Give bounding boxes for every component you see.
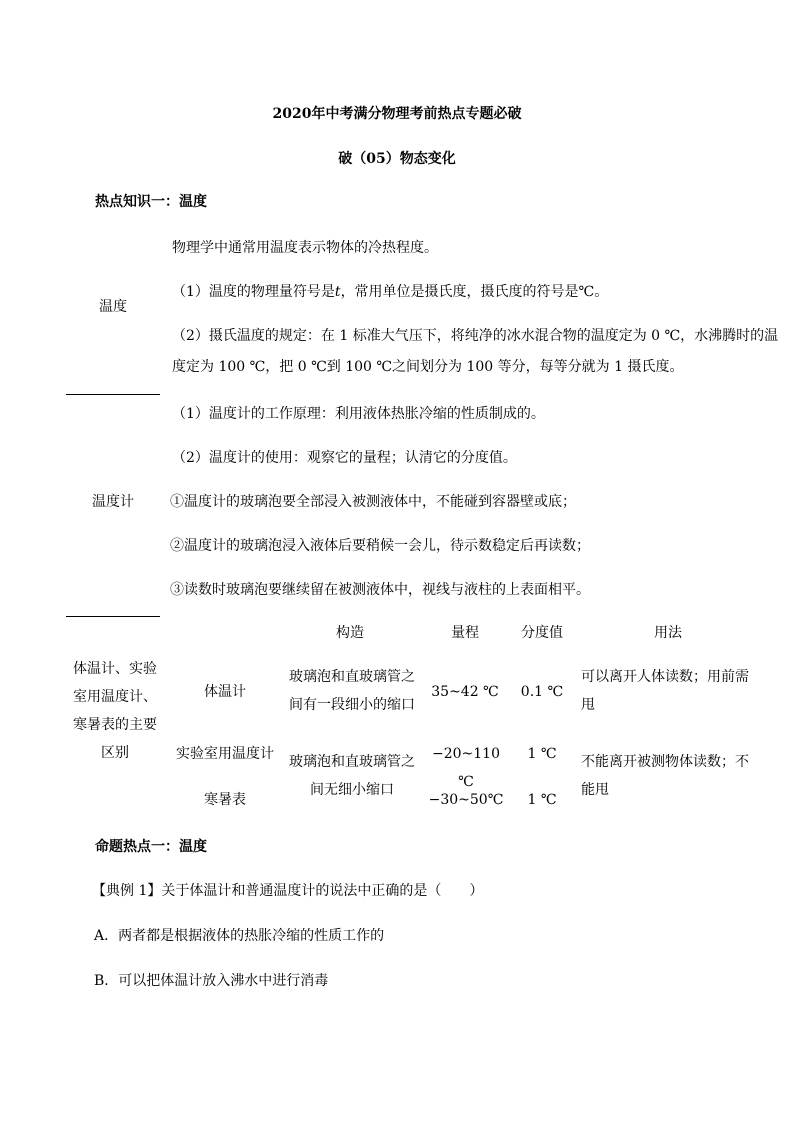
- header-range: 量程: [451, 625, 479, 641]
- divider-1: [66, 394, 160, 395]
- table-row-usage: 可以离开人体读数；用前需甩: [581, 669, 749, 713]
- header-structure: 构造: [336, 625, 364, 641]
- temp-line-2-b: ，常用单位是摄氏度，摄氏度的符号是℃。: [340, 284, 609, 300]
- document-subtitle: 破（05）物态变化: [338, 151, 456, 167]
- temp-line-2-a: （1）温度的物理量符号是: [172, 284, 335, 300]
- option-a: A．两者都是根据液体的热胀冷缩的性质工作的: [94, 928, 385, 944]
- thermo-line-3: ①温度计的玻璃泡要全部浸入被测液体中，不能碰到容器壁或底；: [170, 494, 576, 510]
- header-division: 分度值: [521, 625, 563, 641]
- document-title: 2020年中考满分物理考前热点专题必破: [272, 106, 522, 122]
- table-row-division: 1 ℃: [527, 746, 557, 762]
- row-label-temperature: 温度: [99, 299, 127, 315]
- table-row-name: 体温计: [204, 684, 246, 700]
- temp-line-4: 度定为 100 ℃，把 0 ℃到 100 ℃之间划分为 100 等分，每等分就为 1 摄氏度。: [172, 359, 684, 375]
- thermo-line-4: ②温度计的玻璃泡浸入液体后要稍候一会儿，待示数稳定后再读数；: [170, 538, 590, 554]
- table-row-division: 1 ℃: [527, 792, 557, 808]
- table-row-name: 实验室用温度计: [176, 746, 274, 762]
- temp-line-2: [172, 281, 608, 301]
- table-row-range: −30~50℃: [428, 792, 504, 808]
- option-b: B．可以把体温计放入沸水中进行消毒: [94, 973, 329, 989]
- thermo-line-2: （2）温度计的使用：观察它的量程；认清它的分度值。: [172, 450, 517, 466]
- section-heading-proposition: 命题热点一：温度: [95, 839, 207, 855]
- temp-line-1: 物理学中通常用温度表示物体的冷热程度。: [172, 240, 438, 256]
- table-shared-structure: 玻璃泡和直玻璃管之间无细小缩口: [289, 754, 415, 798]
- thermo-line-5: ③读数时玻璃泡要继续留在被测液体中，视线与液柱的上表面相平。: [170, 582, 590, 598]
- table-row-structure: 玻璃泡和直玻璃管之间有一段细小的缩口: [289, 669, 415, 713]
- divider-2: [66, 616, 160, 617]
- table-row-division: 0.1 ℃: [520, 684, 564, 700]
- table-row-range: −20~110 ℃: [432, 746, 500, 790]
- row-label-comparison: 体温计、实验室用温度计、寒暑表的主要区别: [73, 661, 157, 761]
- temp-symbol: t: [334, 284, 341, 300]
- header-usage: 用法: [654, 625, 682, 641]
- temp-line-3: （2）摄氏温度的规定：在 1 标准大气压下，将纯净的冰水混合物的温度定为 0 ℃，水沸腾时的温: [172, 328, 779, 344]
- section-heading-knowledge: 热点知识一：温度: [95, 194, 207, 210]
- table-row-range: 35~42 ℃: [431, 684, 499, 700]
- table-row-name: 寒暑表: [204, 792, 246, 808]
- table-shared-usage: 不能离开被测物体读数；不能甩: [581, 754, 749, 798]
- example-question: 【典例 1】关于体温计和普通温度计的说法中正确的是（ ）: [92, 883, 484, 899]
- thermo-line-1: （1）温度计的工作原理：利用液体热胀冷缩的性质制成的。: [172, 406, 545, 422]
- row-label-thermometer: 温度计: [92, 494, 134, 510]
